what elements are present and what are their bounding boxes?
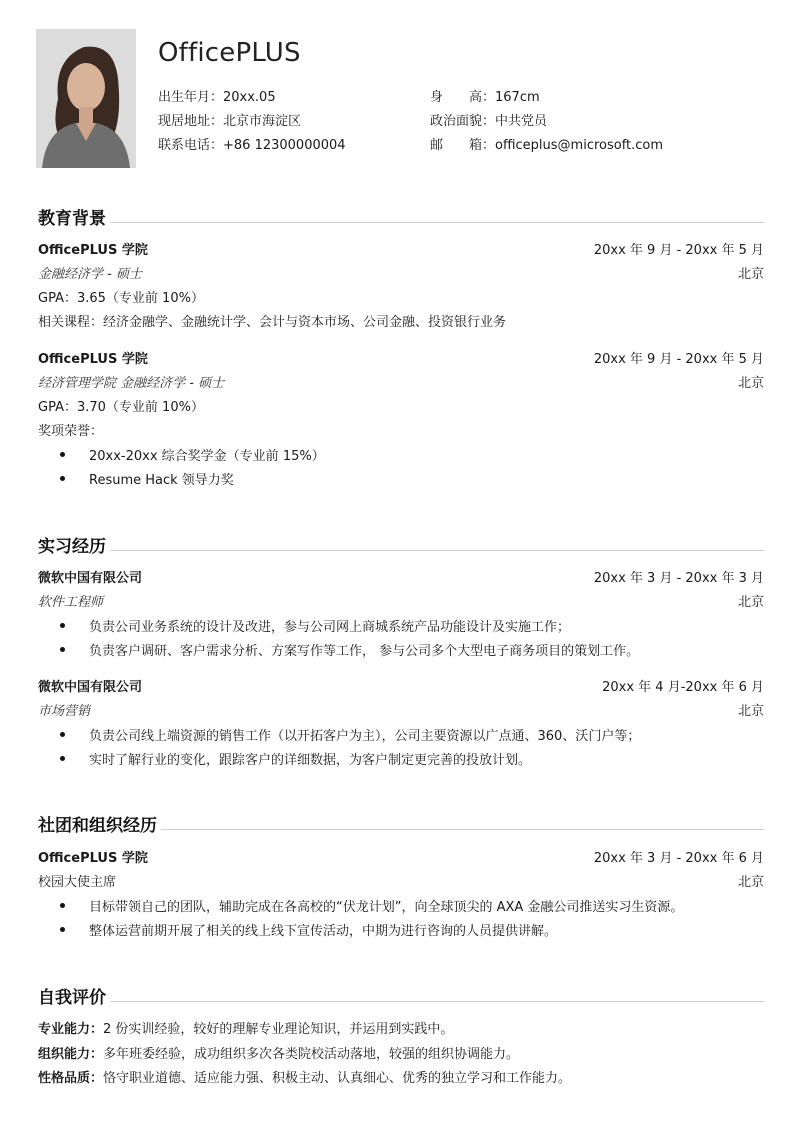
education-entry-1-sub [38,263,764,283]
eval-label: 组织能力： [38,1047,104,1062]
internship-entry-1-header [38,567,764,587]
city: 北京 [737,704,764,719]
awards-label-line [38,420,764,440]
bullet-icon [60,927,65,932]
role: 校园大使主席 [38,875,117,890]
education-entry-2-sub [38,372,764,392]
date-range: 20xx 年 3 月 - 20xx 年 3 月 [593,571,764,586]
section-divider [38,222,764,223]
date-range: 20xx 年 9 月 - 20xx 年 5 月 [593,243,764,258]
birth-info: 出生年月：20xx.05 [158,90,276,105]
section-title: 社团和组织经历 [38,811,161,836]
phone-info: 联系电话：+86 12300000004 [158,138,346,153]
self-eval-item [38,1043,519,1062]
email-info: 邮 箱：officeplus@microsoft.com [430,138,664,153]
company-name: 微软中国有限公司 [38,571,143,586]
bullet-icon [60,476,65,481]
eval-text: 恪守职业道德、适应能力强、积极主动、认真细心、优秀的独立学习和工作能力。 [103,1071,572,1086]
city: 北京 [737,376,764,391]
politics-info: 政治面貌：中共党员 [430,114,548,129]
org-name: OfficePLUS 学院 [38,851,148,866]
internship-entry-2-sub [38,700,764,720]
club-entry-header [38,847,764,867]
internship-section-header [38,532,764,558]
section-title: 自我评价 [38,983,110,1008]
city: 北京 [737,267,764,282]
bullet-icon [60,756,65,761]
height-info: 身 高：167cm [430,90,540,105]
school-name: OfficePLUS 学院 [38,243,148,258]
role: 市场营销 [38,704,91,719]
eval-text: 2 份实训经验，较好的理解专业理论知识，并运用到实践中。 [103,1022,454,1037]
city: 北京 [737,595,764,610]
clubs-section-header [38,811,764,837]
bullet-icon [60,452,65,457]
courses-line [38,311,764,331]
courses: 相关课程：经济金融学、金融统计学、会计与资本市场、公司金融、投资银行业务 [38,315,507,330]
date-range: 20xx 年 3 月 - 20xx 年 6 月 [593,851,764,866]
bullet-icon [60,903,65,908]
self-eval-item [38,1067,571,1086]
school-name: OfficePLUS 学院 [38,352,148,367]
bullet-icon [60,647,65,652]
city: 北京 [737,875,764,890]
bullet-icon [60,732,65,737]
gpa: GPA：3.70（专业前 10%） [38,400,204,415]
role: 软件工程师 [38,595,104,610]
section-divider [38,1001,764,1002]
gpa-line [38,396,764,416]
section-divider [38,550,764,551]
education-entry-2-header [38,348,764,368]
education-entry-1-header [38,239,764,259]
eval-text: 多年班委经验，成功组织多次各类院校活动落地，较强的组织协调能力。 [103,1047,520,1062]
resume-name: OfficePLUS [158,38,301,68]
date-range: 20xx 年 9 月 - 20xx 年 5 月 [593,352,764,367]
self-eval-section-header [38,983,764,1009]
club-entry-sub [38,871,764,891]
self-eval-item [38,1018,453,1037]
major: 金融经济学 - 硕士 [38,267,142,282]
bullet-icon [60,623,65,628]
date-range: 20xx 年 4 月-20xx 年 6 月 [602,680,764,695]
address-info: 现居地址：北京市海淀区 [158,114,302,129]
gpa: GPA：3.65（专业前 10%） [38,291,204,306]
section-title: 实习经历 [38,532,110,557]
company-name: 微软中国有限公司 [38,680,143,695]
education-section-header [38,204,764,230]
profile-photo [36,29,136,168]
internship-entry-2-header [38,676,764,696]
eval-label: 专业能力： [38,1022,104,1037]
portrait-image [36,29,136,168]
section-title: 教育背景 [38,204,110,229]
major: 经济管理学院 金融经济学 - 硕士 [38,376,225,391]
internship-entry-1-sub [38,591,764,611]
gpa-line [38,287,764,307]
awards-label: 奖项荣誉： [38,424,104,439]
eval-label: 性格品质： [38,1071,104,1086]
